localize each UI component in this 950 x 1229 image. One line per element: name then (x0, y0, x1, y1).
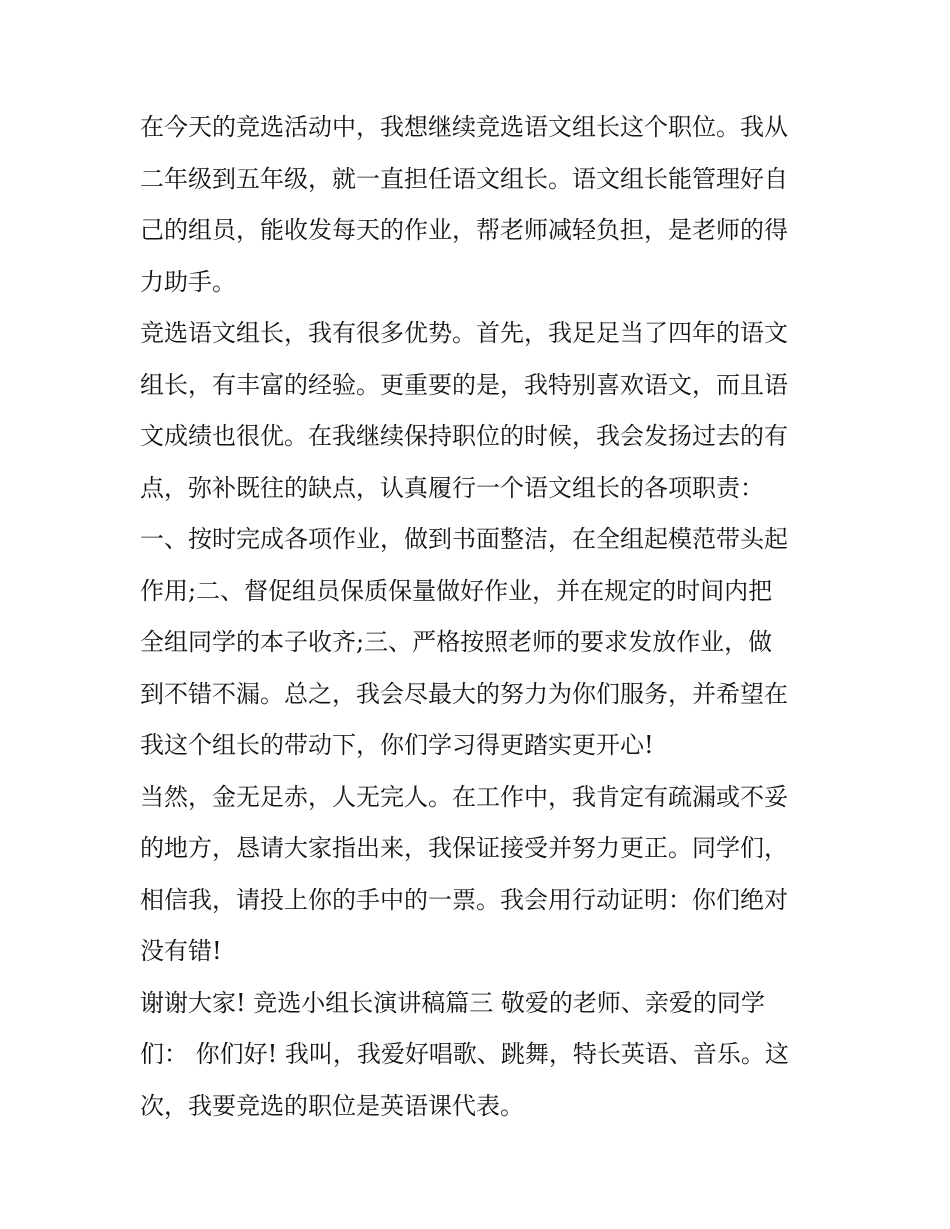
text-line: 一、按时完成各项作业，做到书面整洁，在全组起模范带头起 (140, 525, 788, 553)
text-line: 相信我，请投上你的手中的一票。我会用行动证明：你们绝对 (140, 885, 788, 914)
text-line: 我这个组长的带动下，你们学习得更踏实更开心! (140, 731, 654, 759)
text-line: 作用;二、督促组员保质保量做好作业，并在规定的时间内把 (140, 576, 773, 605)
text-line: 竞选语文组长，我有很多优势。首先，我足足当了四年的语文 (140, 319, 788, 347)
paragraph-4 (140, 772, 820, 978)
text-line: 当然，金无足赤，人无完人。在工作中，我肯定有疏漏或不妥 (140, 782, 788, 811)
text-line: 组长，有丰富的经验。更重要的是，我特别喜欢语文，而且语 (140, 370, 788, 399)
text-line: 己的组员，能收发每天的作业，帮老师减轻负担，是老师的得 (140, 216, 788, 244)
text-line: 的地方，恳请大家指出来，我保证接受并努力更正。同学们， (140, 834, 788, 862)
paragraph-5 (140, 978, 820, 1133)
text-line: 没有错! (140, 937, 222, 965)
text-line: 到不错不漏。总之，我会尽最大的努力为你们服务，并希望在 (140, 679, 788, 708)
text-line: 二年级到五年级，就一直担任语文组长。语文组长能管理好自 (140, 164, 788, 193)
text-line: 次，我要竞选的职位是英语课代表。 (140, 1091, 524, 1120)
text-line: 力助手。 (140, 267, 236, 296)
text-line: 在今天的竞选活动中，我想继续竞选语文组长这个职位。我从 (140, 113, 788, 141)
paragraph-3 (140, 514, 820, 772)
paragraph-1 (140, 102, 820, 308)
paragraph-2 (140, 308, 820, 514)
text-line: 谢谢大家! 竞选小组长演讲稿篇三 敬爱的老师、亲爱的同学 (140, 988, 765, 1017)
text-line: 文成绩也很优。在我继续保持职位的时候，我会发扬过去的有 (140, 422, 788, 450)
text-line: 全组同学的本子收齐;三、严格按照老师的要求发放作业，做 (140, 628, 773, 656)
text-line: 们： 你们好! 我叫，我爱好唱歌、跳舞，特长英语、音乐。这 (140, 1040, 789, 1068)
document-body (140, 102, 820, 1132)
text-line: 点，弥补既往的缺点，认真履行一个语文组长的各项职责： (140, 473, 764, 502)
